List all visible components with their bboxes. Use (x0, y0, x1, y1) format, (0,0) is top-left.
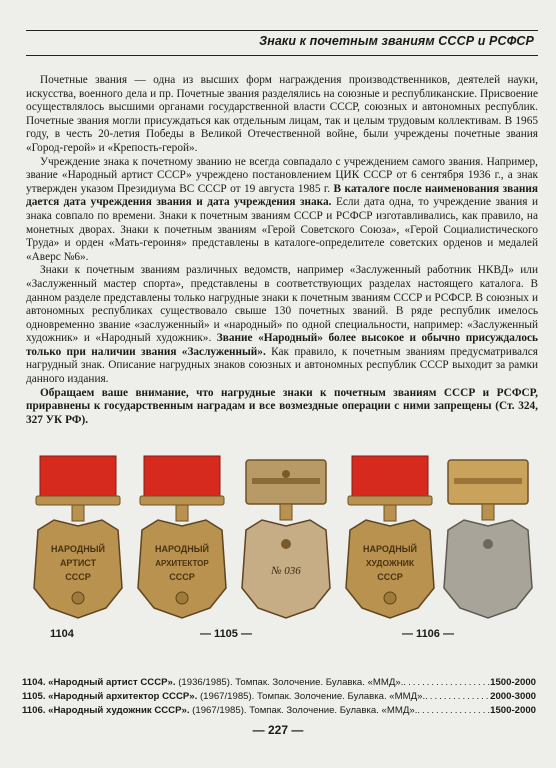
caption-number: 1104. (22, 677, 46, 688)
medal-1105-line3: СССР (169, 572, 195, 582)
figure-label-1106: — 1106 — (402, 628, 454, 640)
caption-name: «Народный архитектор СССР». (48, 691, 198, 702)
medal-1106-line2: ХУДОЖНИК (365, 558, 415, 568)
paragraph-2-text-a: Учреждение знака к почетному званию не всегда совпадало с учреждением самого звания. Например, звание «Народный артист СССР» учреждено постановлением ЦИК СССР от 6 сентября 1936 г., а знак утвержден указом Президиума ВС СССР от 19 августа 1985 г. (26, 155, 538, 195)
medal-1105-line2: АРХИТЕКТОР (155, 559, 209, 568)
leader-dots (417, 704, 490, 718)
leader-dots (425, 690, 490, 704)
hammer-sickle-icon (384, 592, 396, 604)
ribbon (144, 456, 220, 498)
medal-1106-line3: СССР (377, 572, 403, 582)
medal-photos (20, 448, 540, 648)
medal-1106-reverse (434, 448, 542, 626)
figure-label-1105: — 1105 — (200, 628, 252, 640)
caption-years: (1967/1985). (197, 691, 255, 702)
caption-desc: Томпак. Золочение. Булавка. «ММД». (246, 705, 418, 716)
medal-1105-obverse (128, 448, 236, 626)
caption-years: (1936/1985). (175, 677, 233, 688)
paragraph-1 (26, 74, 538, 156)
running-header (26, 30, 538, 56)
caption-1105 (22, 690, 536, 704)
caption-1104 (22, 676, 536, 690)
leader-dots (403, 676, 490, 690)
medal-1105-reverse (232, 448, 340, 626)
caption-number: 1105. (22, 691, 46, 702)
ribbon (352, 456, 428, 498)
intro-text (26, 74, 538, 427)
medal-1104-line2: АРТИСТ (59, 558, 97, 568)
header-title: Знаки к почетным званиям СССР и РСФСР (259, 34, 534, 48)
paragraph-3-bold: Звание «Народный» более высокое и обычно присуждалось только при наличии звания «Заслуженный». (26, 332, 538, 358)
paragraph-1-text: Почетные звания — одна из высших форм награждения производственников, деятелей науки, искусства, военного дела и пр. Почетные звания разделялись на союзные и республиканские. Присвоение осуществлялось высшими органами государственной власти СССР, союзных и автономных республик. Почетные звания могли присуждаться как отдельным лицам, так и целым трудовым коллективам. В 1965 году, в честь 20-летия Победы в Великой Отечественной войне, были учреждены почетные звания «Город-герой» и «Крепость-герой». (26, 74, 538, 154)
caption-desc: Томпак. Золочение. Булавка. «ММД». (232, 677, 404, 688)
hammer-sickle-icon (176, 592, 188, 604)
caption-name: «Народный художник СССР». (48, 705, 190, 716)
ribbon (40, 456, 116, 498)
figure-label-1104: 1104 (50, 628, 74, 640)
caption-price: 2000-3000 (490, 691, 536, 702)
paragraph-2-text-b: Если дата одна, то учреждение звания и знака совпало по времени. Знаки к почетным званиям СССР и РСФСР изготавливались, как правило, на монетных дворах. Знаки к почетным званиям «Герой Советского Союза», «Герой Социалистического Труда» и орден «Мать-героиня» представлены в каталоге-определителе советских орденов и медалей «Аверс №6». (26, 196, 538, 263)
hammer-sickle-icon (72, 592, 84, 604)
page-number: — 227 — (252, 723, 304, 737)
medal-1104-line3: СССР (65, 572, 91, 582)
paragraph-4 (26, 387, 538, 428)
captions (22, 676, 536, 718)
caption-years: (1967/1985). (189, 705, 247, 716)
caption-price: 1500-2000 (490, 705, 536, 716)
caption-number: 1106. (22, 705, 46, 716)
medal-1104-line1: НАРОДНЫЙ (51, 544, 105, 554)
paragraph-2 (26, 156, 538, 265)
paragraph-3-text-a: Знаки к почетным званиям различных ведомств, например «Заслуженный работник НКВД» или «Заслуженный мастер спорта», представлены в соответствующих разделах настоящего каталога. В данном разделе представлены только нагрудные знаки к почетным званиям СССР и РСФСР. В союзных и автономных республиках существовало свыше 130 почетных званий. В ряде республик имелось одновременно звание «заслуженный» и «народный» по одной специальности, например: «Заслуженный художник» и «Народный художник». (26, 264, 538, 345)
caption-name: «Народный артист СССР». (48, 677, 176, 688)
paragraph-3-text-b: Как правило, к почетным званиям предусматривался нагрудный знак. Описание нагрудных знаков союзных и автономных республик СССР выходит за рамки данного издания. (26, 345, 538, 386)
paragraph-2-bold: В каталоге после наименования звания дается дата учреждения звания и дата учреждения знака. (26, 182, 539, 209)
caption-price: 1500-2000 (490, 677, 536, 688)
legal-notice: Обращаем ваше внимание, что нагрудные знаки к почетным званиям СССР и РСФСР, приравнены к государственным наградам и все возмездные операции с ними запрещены (Ст. 324, 327 УК РФ). (26, 386, 538, 426)
caption-1106 (22, 704, 536, 718)
medal-1105-serial: № 036 (271, 565, 301, 577)
medal-1106-obverse (336, 448, 444, 626)
caption-desc: Томпак. Золочение. Булавка. «ММД». (254, 691, 426, 702)
medal-1104-obverse (24, 448, 132, 626)
medal-1106-line1: НАРОДНЫЙ (363, 544, 417, 554)
paragraph-3 (26, 264, 538, 386)
medal-1105-line1: НАРОДНЫЙ (155, 544, 209, 554)
